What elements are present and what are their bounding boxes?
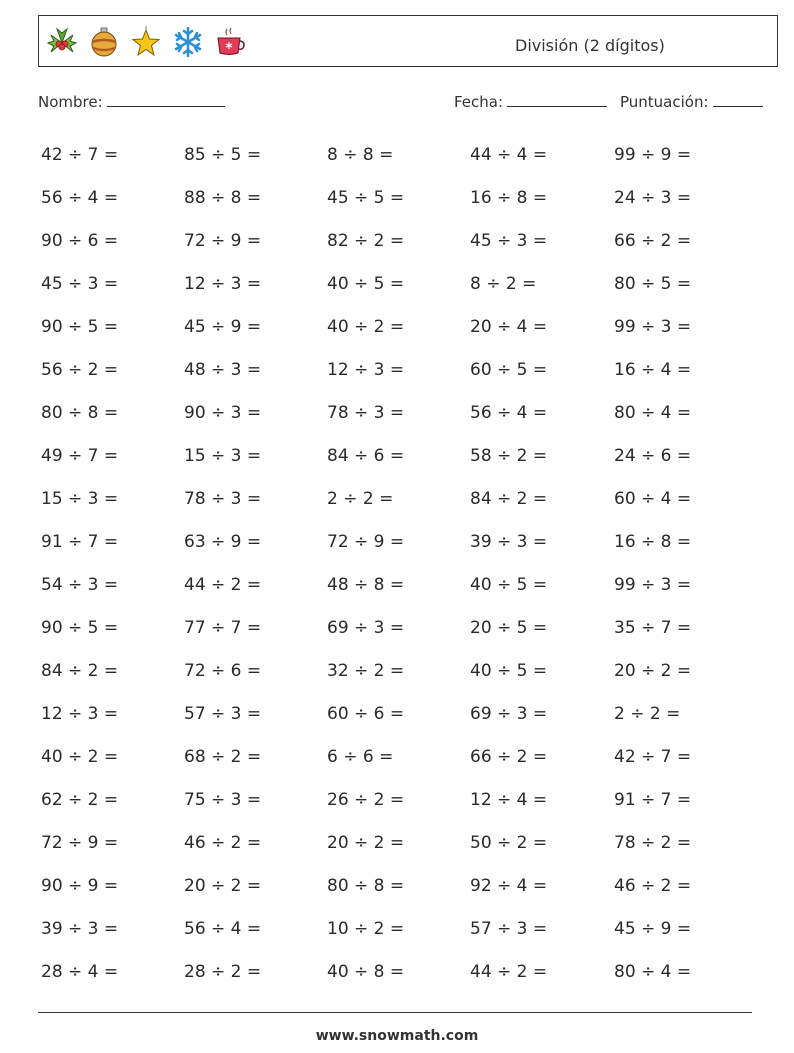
division-problem: 40 ÷ 5 = [470,661,548,681]
division-problem: 72 ÷ 9 = [184,231,262,251]
division-problem: 12 ÷ 3 = [327,360,405,380]
division-problem: 78 ÷ 2 = [614,833,692,853]
division-problem: 92 ÷ 4 = [470,876,548,896]
division-problem: 42 ÷ 7 = [41,145,119,165]
division-problem: 69 ÷ 3 = [470,704,548,724]
division-problem: 42 ÷ 7 = [614,747,692,767]
division-problem: 77 ÷ 7 = [184,618,262,638]
division-problem: 90 ÷ 5 = [41,317,119,337]
division-problem: 72 ÷ 9 = [327,532,405,552]
division-problem: 99 ÷ 9 = [614,145,692,165]
division-problem: 48 ÷ 8 = [327,575,405,595]
division-problem: 24 ÷ 3 = [614,188,692,208]
division-problem: 60 ÷ 6 = [327,704,405,724]
division-problem: 56 ÷ 2 = [41,360,119,380]
division-problem: 80 ÷ 4 = [614,403,692,423]
division-problem: 68 ÷ 2 = [184,747,262,767]
name-field[interactable] [38,92,225,111]
division-problem: 99 ÷ 3 = [614,317,692,337]
division-problem: 40 ÷ 5 = [470,575,548,595]
division-problem: 72 ÷ 6 = [184,661,262,681]
division-problem: 10 ÷ 2 = [327,919,405,939]
division-problem: 50 ÷ 2 = [470,833,548,853]
division-problem: 16 ÷ 8 = [470,188,548,208]
division-problem: 45 ÷ 9 = [184,317,262,337]
division-problem: 16 ÷ 4 = [614,360,692,380]
division-problem: 85 ÷ 5 = [184,145,262,165]
division-problem: 6 ÷ 6 = [327,747,394,767]
division-problem: 20 ÷ 2 = [614,661,692,681]
division-problem: 45 ÷ 9 = [614,919,692,939]
division-problem: 58 ÷ 2 = [470,446,548,466]
snowflake-icon [171,22,205,62]
division-problem: 39 ÷ 3 = [41,919,119,939]
division-problem: 40 ÷ 5 = [327,274,405,294]
division-problem: 40 ÷ 2 = [327,317,405,337]
division-problem: 80 ÷ 5 = [614,274,692,294]
division-problem: 91 ÷ 7 = [614,790,692,810]
division-problem: 40 ÷ 2 = [41,747,119,767]
footer-divider [38,1012,752,1013]
holly-icon [45,22,79,62]
worksheet-title: División (2 dígitos) [515,36,665,55]
division-problem: 32 ÷ 2 = [327,661,405,681]
division-problem: 84 ÷ 6 = [327,446,405,466]
date-field[interactable] [454,92,607,111]
division-problem: 46 ÷ 2 = [614,876,692,896]
division-problem: 90 ÷ 9 = [41,876,119,896]
division-problem: 78 ÷ 3 = [327,403,405,423]
division-problem: 99 ÷ 3 = [614,575,692,595]
division-problem: 2 ÷ 2 = [614,704,681,724]
date-line[interactable] [507,92,607,107]
name-label: Nombre: [38,93,103,111]
division-problem: 26 ÷ 2 = [327,790,405,810]
icon-strip [45,22,247,62]
division-problem: 82 ÷ 2 = [327,231,405,251]
division-problem: 20 ÷ 4 = [470,317,548,337]
division-problem: 63 ÷ 9 = [184,532,262,552]
division-problem: 2 ÷ 2 = [327,489,394,509]
division-problem: 66 ÷ 2 = [614,231,692,251]
division-problem: 45 ÷ 3 = [470,231,548,251]
division-problem: 91 ÷ 7 = [41,532,119,552]
division-problem: 45 ÷ 5 = [327,188,405,208]
division-problem: 80 ÷ 8 = [41,403,119,423]
division-problem: 78 ÷ 3 = [184,489,262,509]
division-problem: 60 ÷ 4 = [614,489,692,509]
division-problem: 56 ÷ 4 = [470,403,548,423]
division-problem: 57 ÷ 3 = [470,919,548,939]
footer-url: www.snowmath.com [315,1028,479,1044]
score-field[interactable] [620,92,763,111]
division-problem: 69 ÷ 3 = [327,618,405,638]
division-problem: 56 ÷ 4 = [41,188,119,208]
division-problem: 54 ÷ 3 = [41,575,119,595]
division-problem: 90 ÷ 6 = [41,231,119,251]
division-problem: 44 ÷ 2 = [184,575,262,595]
division-problem: 39 ÷ 3 = [470,532,548,552]
division-problem: 40 ÷ 8 = [327,962,405,982]
division-problem: 57 ÷ 3 = [184,704,262,724]
division-problem: 20 ÷ 2 = [327,833,405,853]
division-problem: 24 ÷ 6 = [614,446,692,466]
division-problem: 60 ÷ 5 = [470,360,548,380]
division-problem: 62 ÷ 2 = [41,790,119,810]
division-problem: 46 ÷ 2 = [184,833,262,853]
division-problem: 12 ÷ 4 = [470,790,548,810]
division-problem: 80 ÷ 4 = [614,962,692,982]
star-icon [129,22,163,62]
ornament-icon [87,22,121,62]
worksheet-header [38,15,778,67]
division-problem: 45 ÷ 3 = [41,274,119,294]
division-problem: 72 ÷ 9 = [41,833,119,853]
division-problem: 8 ÷ 8 = [327,145,394,165]
division-problem: 48 ÷ 3 = [184,360,262,380]
score-line[interactable] [713,92,763,107]
division-problem: 44 ÷ 4 = [470,145,548,165]
name-line[interactable] [107,92,225,107]
division-problem: 56 ÷ 4 = [184,919,262,939]
date-label: Fecha: [454,93,504,111]
division-problem: 35 ÷ 7 = [614,618,692,638]
division-problem: 90 ÷ 3 = [184,403,262,423]
division-problem: 8 ÷ 2 = [470,274,537,294]
division-problem: 12 ÷ 3 = [41,704,119,724]
division-problem: 12 ÷ 3 = [184,274,262,294]
division-problem: 49 ÷ 7 = [41,446,119,466]
division-problem: 75 ÷ 3 = [184,790,262,810]
division-problem: 20 ÷ 5 = [470,618,548,638]
division-problem: 15 ÷ 3 = [184,446,262,466]
hot-cup-icon [213,22,247,62]
division-problem: 15 ÷ 3 = [41,489,119,509]
division-problem: 88 ÷ 8 = [184,188,262,208]
division-problem: 28 ÷ 4 = [41,962,119,982]
division-problem: 16 ÷ 8 = [614,532,692,552]
division-problem: 90 ÷ 5 = [41,618,119,638]
division-problem: 84 ÷ 2 = [470,489,548,509]
division-problem: 66 ÷ 2 = [470,747,548,767]
division-problem: 44 ÷ 2 = [470,962,548,982]
division-problem: 28 ÷ 2 = [184,962,262,982]
division-problem: 80 ÷ 8 = [327,876,405,896]
division-problem: 20 ÷ 2 = [184,876,262,896]
division-problem: 84 ÷ 2 = [41,661,119,681]
score-label: Puntuación: [620,93,709,111]
